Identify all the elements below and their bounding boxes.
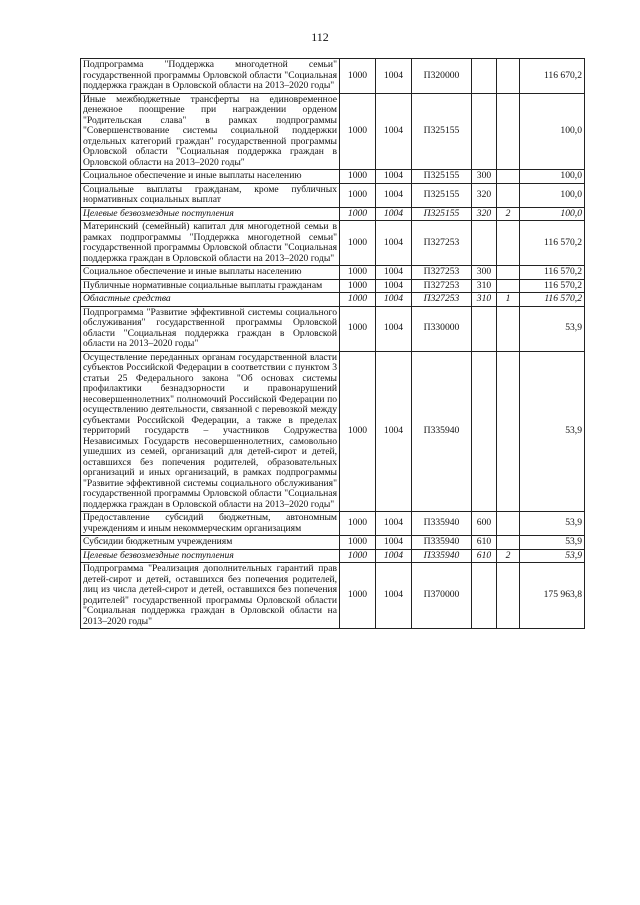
expense-type-code: 610: [472, 549, 497, 563]
funding-source-code: [497, 536, 520, 550]
expense-type-code: 310: [472, 279, 497, 293]
target-article-code: П327253: [412, 221, 472, 266]
table-row: [81, 221, 585, 266]
funding-source-code: [497, 512, 520, 536]
section-code: 1000: [340, 549, 376, 563]
amount: 53,9: [520, 549, 585, 563]
target-article-code: П335940: [412, 351, 472, 512]
target-article-code: П335940: [412, 536, 472, 550]
target-article-code: П327253: [412, 293, 472, 307]
funding-source-code: [497, 351, 520, 512]
subsection-code: 1004: [376, 59, 412, 94]
expense-type-code: 300: [472, 170, 497, 184]
subsection-code: 1004: [376, 563, 412, 629]
subsection-code: 1004: [376, 549, 412, 563]
funding-source-code: [497, 221, 520, 266]
subsection-code: 1004: [376, 279, 412, 293]
table-row: [81, 306, 585, 351]
expense-type-code: 300: [472, 266, 497, 280]
target-article-code: П335940: [412, 512, 472, 536]
row-name: Социальное обеспечение и иные выплаты населению: [81, 266, 340, 280]
expense-type-code: 600: [472, 512, 497, 536]
section-code: 1000: [340, 293, 376, 307]
amount: 116 570,2: [520, 266, 585, 280]
table-row: [81, 93, 585, 170]
amount: 100,0: [520, 207, 585, 221]
row-name: Осуществление переданных органам государственной власти субъектов Российской Федерации в соответствии с пунктом 3 статьи 25 Федерального закона "Об основах системы профилактики безнадзорности и правонарушений несовершеннолетних" полномочий Российской Федерации по осуществлению деятельности, связанной с перевозкой между субъектами Российской Федерации, а также в пределах территорий государств – участников Содружества Независимых Государств несовершеннолетних, самовольно ушедших из семей, организаций для детей-сирот и детей, оставшихся без попечения родителей, образовательных организаций и иных организаций, в рамках подпрограммы "Развитие эффективной системы социального обслуживания" государственной программы Орловской области "Социальная поддержка граждан в Орловской области на 2013–2020 годы": [81, 351, 340, 512]
subsection-code: 1004: [376, 306, 412, 351]
section-code: 1000: [340, 536, 376, 550]
expense-type-code: [472, 221, 497, 266]
target-article-code: П327253: [412, 266, 472, 280]
row-name: Подпрограмма "Поддержка многодетной семьи" государственной программы Орловской области "Социальная поддержка граждан в Орловской области на 2013–2020 годы": [81, 59, 340, 94]
subsection-code: 1004: [376, 293, 412, 307]
expense-type-code: [472, 306, 497, 351]
target-article-code: П325155: [412, 93, 472, 170]
subsection-code: 1004: [376, 93, 412, 170]
subsection-code: 1004: [376, 170, 412, 184]
amount: 100,0: [520, 93, 585, 170]
section-code: 1000: [340, 563, 376, 629]
target-article-code: П325155: [412, 183, 472, 207]
table-row: [81, 183, 585, 207]
table-row: [81, 512, 585, 536]
row-name: Иные межбюджетные трансферты на единовременное денежное поощрение при награждении орденом "Родительская слава" в рамках подпрограммы "Совершенствование системы социальной поддержки отдельных категорий граждан" государственной программы Орловской области "Социальная поддержка граждан в Орловской области на 2013–2020 годы": [81, 93, 340, 170]
table-row: [81, 170, 585, 184]
amount: 53,9: [520, 512, 585, 536]
table-row: [81, 351, 585, 512]
expense-type-code: 310: [472, 293, 497, 307]
funding-source-code: [497, 563, 520, 629]
table-row: [81, 266, 585, 280]
funding-source-code: [497, 183, 520, 207]
row-name: Социальные выплаты гражданам, кроме публичных нормативных социальных выплат: [81, 183, 340, 207]
budget-table: [80, 58, 585, 629]
funding-source-code: 2: [497, 549, 520, 563]
funding-source-code: [497, 266, 520, 280]
table-row: [81, 59, 585, 94]
funding-source-code: [497, 279, 520, 293]
row-name: Подпрограмма "Развитие эффективной системы социального обслуживания" государственной программы Орловской области "Социальная поддержка граждан в Орловской области на 2013–2020 годы": [81, 306, 340, 351]
amount: 53,9: [520, 351, 585, 512]
target-article-code: П320000: [412, 59, 472, 94]
amount: 53,9: [520, 536, 585, 550]
amount: 116 570,2: [520, 221, 585, 266]
row-name: Публичные нормативные социальные выплаты гражданам: [81, 279, 340, 293]
expense-type-code: 320: [472, 207, 497, 221]
amount: 100,0: [520, 183, 585, 207]
page-number: 112: [311, 30, 329, 44]
subsection-code: 1004: [376, 221, 412, 266]
row-name: Подпрограмма "Реализация дополнительных гарантий прав детей-сирот и детей, оставшихся без попечения родителей, лиц из числа детей-сирот и детей, оставшихся без попечения родителей" государственной программы Орловской области "Социальная поддержка граждан в Орловской области на 2013–2020 годы": [81, 563, 340, 629]
section-code: 1000: [340, 351, 376, 512]
amount: 116 570,2: [520, 293, 585, 307]
section-code: 1000: [340, 221, 376, 266]
expense-type-code: [472, 563, 497, 629]
section-code: 1000: [340, 306, 376, 351]
row-name: Целевые безвозмездные поступления: [81, 549, 340, 563]
table-row: [81, 549, 585, 563]
subsection-code: 1004: [376, 536, 412, 550]
subsection-code: 1004: [376, 183, 412, 207]
expense-type-code: 320: [472, 183, 497, 207]
amount: 116 570,2: [520, 279, 585, 293]
expense-type-code: [472, 93, 497, 170]
row-name: Субсидии бюджетным учреждениям: [81, 536, 340, 550]
subsection-code: 1004: [376, 512, 412, 536]
row-name: Социальное обеспечение и иные выплаты населению: [81, 170, 340, 184]
section-code: 1000: [340, 279, 376, 293]
expense-type-code: 610: [472, 536, 497, 550]
table-row: [81, 293, 585, 307]
target-article-code: П325155: [412, 170, 472, 184]
row-name: Областные средства: [81, 293, 340, 307]
target-article-code: П325155: [412, 207, 472, 221]
section-code: 1000: [340, 266, 376, 280]
expense-type-code: [472, 351, 497, 512]
table-row: [81, 563, 585, 629]
funding-source-code: [497, 93, 520, 170]
section-code: 1000: [340, 93, 376, 170]
section-code: 1000: [340, 207, 376, 221]
row-name: Материнский (семейный) капитал для многодетной семьи в рамках подпрограммы "Поддержка многодетной семьи" государственной программы Орловской области "Социальная поддержка граждан в Орловской области на 2013–2020 годы": [81, 221, 340, 266]
section-code: 1000: [340, 170, 376, 184]
row-name: Целевые безвозмездные поступления: [81, 207, 340, 221]
section-code: 1000: [340, 183, 376, 207]
target-article-code: П370000: [412, 563, 472, 629]
subsection-code: 1004: [376, 266, 412, 280]
table-row: [81, 207, 585, 221]
amount: 53,9: [520, 306, 585, 351]
section-code: 1000: [340, 59, 376, 94]
amount: 116 670,2: [520, 59, 585, 94]
amount: 100,0: [520, 170, 585, 184]
section-code: 1000: [340, 512, 376, 536]
target-article-code: П335940: [412, 549, 472, 563]
funding-source-code: [497, 170, 520, 184]
target-article-code: П327253: [412, 279, 472, 293]
funding-source-code: 2: [497, 207, 520, 221]
expense-type-code: [472, 59, 497, 94]
table-row: [81, 536, 585, 550]
funding-source-code: [497, 306, 520, 351]
row-name: Предоставление субсидий бюджетным, автономным учреждениям и иным некоммерческим организациям: [81, 512, 340, 536]
target-article-code: П330000: [412, 306, 472, 351]
subsection-code: 1004: [376, 207, 412, 221]
amount: 175 963,8: [520, 563, 585, 629]
subsection-code: 1004: [376, 351, 412, 512]
funding-source-code: [497, 59, 520, 94]
funding-source-code: 1: [497, 293, 520, 307]
table-row: [81, 279, 585, 293]
